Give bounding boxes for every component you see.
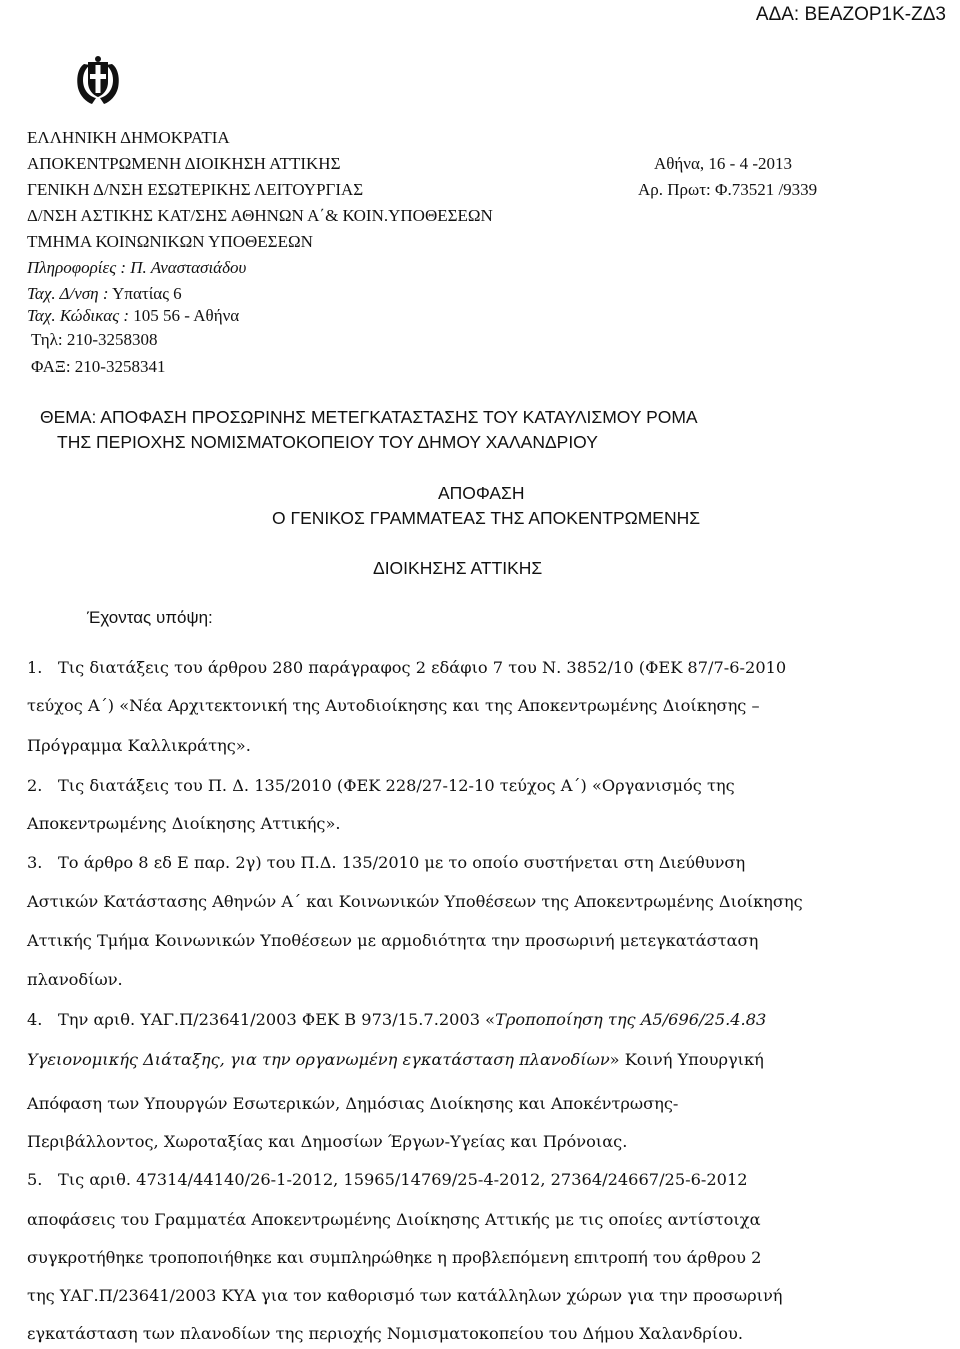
header-zip <box>27 303 239 329</box>
phone-value: 210-3258308 <box>66 330 158 349</box>
item-5-line-4: της ΥΑΓ.Π/23641/2003 ΚΥΑ για τον καθορισμό των κατάλληλων χώρων για την προσωρινή <box>27 1286 783 1305</box>
greek-coat-of-arms-icon <box>74 54 122 106</box>
item-3-line-3: Αττικής Τμήμα Κοινωνικών Υποθέσεων με αρμοδιότητα την προσωρινή μετεγκατάσταση <box>27 931 759 950</box>
header-fax <box>31 354 165 380</box>
address-label: Ταχ. Δ/νση : <box>27 284 109 303</box>
header-department: ΤΜΗΜΑ ΚΟΙΝΩΝΙΚΩΝ ΥΠΟΘΕΣΕΩΝ <box>27 232 313 251</box>
header-directorate: Δ/ΝΣΗ ΑΣΤΙΚΗΣ ΚΑΤ/ΣΗΣ ΑΘΗΝΩΝ Α΄& ΚΟΙΝ.ΥΠΟΘΕΣΕΩΝ <box>27 206 493 225</box>
item-3-line-2: Αστικών Κατάστασης Αθηνών Α΄ και Κοινωνικών Υποθέσεων της Αποκεντρωμένης Διοίκησης <box>27 892 803 911</box>
item-5-line-2: αποφάσεις του Γραμματέα Αποκεντρωμένης Διοίκησης Αττικής με τις οποίες αντίστοιχα <box>27 1210 761 1229</box>
item-4-line-2: Υγειονομικής Διάταξης, για την οργανωμένη εγκατάσταση πλανοδίων» Κοινή Υπουργική <box>27 1050 764 1069</box>
header-authority: ΑΠΟΚΕΝΤΡΩΜΕΝΗ ΔΙΟΙΚΗΣΗ ΑΤΤΙΚΗΣ <box>27 154 341 173</box>
ada-code: ΑΔΑ: ΒΕΑΖΟΡ1Κ-ΖΔ3 <box>755 4 946 25</box>
item-3-number: 3. <box>27 853 43 872</box>
header-info: Πληροφορίες : Π. Αναστασιάδου <box>27 258 247 277</box>
item-1-line-1: 1. Τις διατάξεις του άρθρου 280 παράγραφος 2 εδάφιο 7 του Ν. 3852/10 (ΦΕΚ 87/7-6-2010 <box>27 658 787 677</box>
item-3-line-4: πλανοδίων. <box>27 970 123 989</box>
item-4-line-3: Απόφαση των Υπουργών Εσωτερικών, Δημόσιας Διοίκησης και Αποκέντρωσης- <box>27 1094 679 1113</box>
item-1-number: 1. <box>27 658 43 677</box>
item-5-line-1: 5. Τις αριθ. 47314/44140/26-1-2012, 15965/14769/25-4-2012, 27364/24667/25-6-2012 <box>27 1170 748 1189</box>
item-4-number: 4. <box>27 1010 43 1029</box>
header-phone <box>31 327 158 353</box>
item-5-line-3: συγκροτήθηκε τροποποιήθηκε και συμπληρώθηκε η προβλεπόμενη επιτροπή του άρθρου 2 <box>27 1248 762 1267</box>
decision-line-2: Ο ΓΕΝΙΚΟΣ ΓΡΑΜΜΑΤΕΑΣ ΤΗΣ ΑΠΟΚΕΝΤΡΩΜΕΝΗΣ <box>272 508 701 528</box>
phone-label: Τηλ: <box>31 330 63 349</box>
item-1-line-3: Πρόγραμμα Καλλικράτης». <box>27 736 251 755</box>
header-state: ΕΛΛΗΝΙΚΗ ΔΗΜΟΚΡΑΤΙΑ <box>27 128 230 147</box>
zip-label: Ταχ. Κώδικας : <box>27 306 130 325</box>
item-2-line-2: Αποκεντρωμένης Διοίκησης Αττικής». <box>27 814 341 833</box>
item-5-line-5: εγκατάσταση των πλανοδίων της περιοχής Νομισματοκοπείου του Δήμου Χαλανδρίου. <box>27 1324 743 1343</box>
decision-title: ΑΠΟΦΑΣΗ <box>438 483 525 503</box>
address-value: Υπατίας 6 <box>112 284 182 303</box>
protocol-number: Αρ. Πρωτ: Φ.73521 /9339 <box>638 180 818 199</box>
fax-value: 210-3258341 <box>74 357 166 376</box>
intro-text: Έχοντας υπόψη: <box>87 608 213 627</box>
item-2-number: 2. <box>27 776 43 795</box>
item-4-line-1: 4. Την αριθ. ΥΑΓ.Π/23641/2003 ΦΕΚ Β 973/15.7.2003 «Τροποποίηση της Α5/696/25.4.83 <box>27 1010 767 1029</box>
item-2-line-1: 2. Τις διατάξεις του Π. Δ. 135/2010 (ΦΕΚ 228/27-12-10 τεύχος Α΄) «Οργανισμός της <box>27 776 735 795</box>
item-5-number: 5. <box>27 1170 43 1189</box>
decision-line-3: ΔΙΟΙΚΗΣΗΣ ΑΤΤΙΚΗΣ <box>373 558 543 578</box>
item-3-line-1: 3. Το άρθρο 8 εδ Ε παρ. 2γ) του Π.Δ. 135/2010 με το οποίο συστήνεται στη Διεύθυνση <box>27 853 746 872</box>
item-1-line-2: τεύχος Α΄) «Νέα Αρχιτεκτονική της Αυτοδιοίκησης και της Αποκεντρωμένης Διοίκησης – <box>27 696 760 715</box>
zip-value: 105 56 - Αθήνα <box>133 306 240 325</box>
subject-line-2: ΤΗΣ ΠΕΡΙΟΧΗΣ ΝΟΜΙΣΜΑΤΟΚΟΠΕΙΟΥ ΤΟΥ ΔΗΜΟΥ ΧΑΛΑΝΔΡΙΟΥ <box>57 432 598 452</box>
item-4-line-4: Περιβάλλοντος, Χωροταξίας και Δημοσίων Έργων-Υγείας και Πρόνοιας. <box>27 1132 628 1151</box>
header-general-directorate: ΓΕΝΙΚΗ Δ/ΝΣΗ ΕΣΩΤΕΡΙΚΗΣ ΛΕΙΤΟΥΡΓΙΑΣ <box>27 180 364 199</box>
fax-label: ΦΑΞ: <box>31 357 71 376</box>
subject-line-1: ΘΕΜΑ: ΑΠΟΦΑΣΗ ΠΡΟΣΩΡΙΝΗΣ ΜΕΤΕΓΚΑΤΑΣΤΑΣΗΣ ΤΟΥ ΚΑΤΑΥΛΙΣΜΟΥ ΡΟΜΑ <box>40 407 698 427</box>
document-date: Αθήνα, 16 - 4 -2013 <box>654 154 792 173</box>
